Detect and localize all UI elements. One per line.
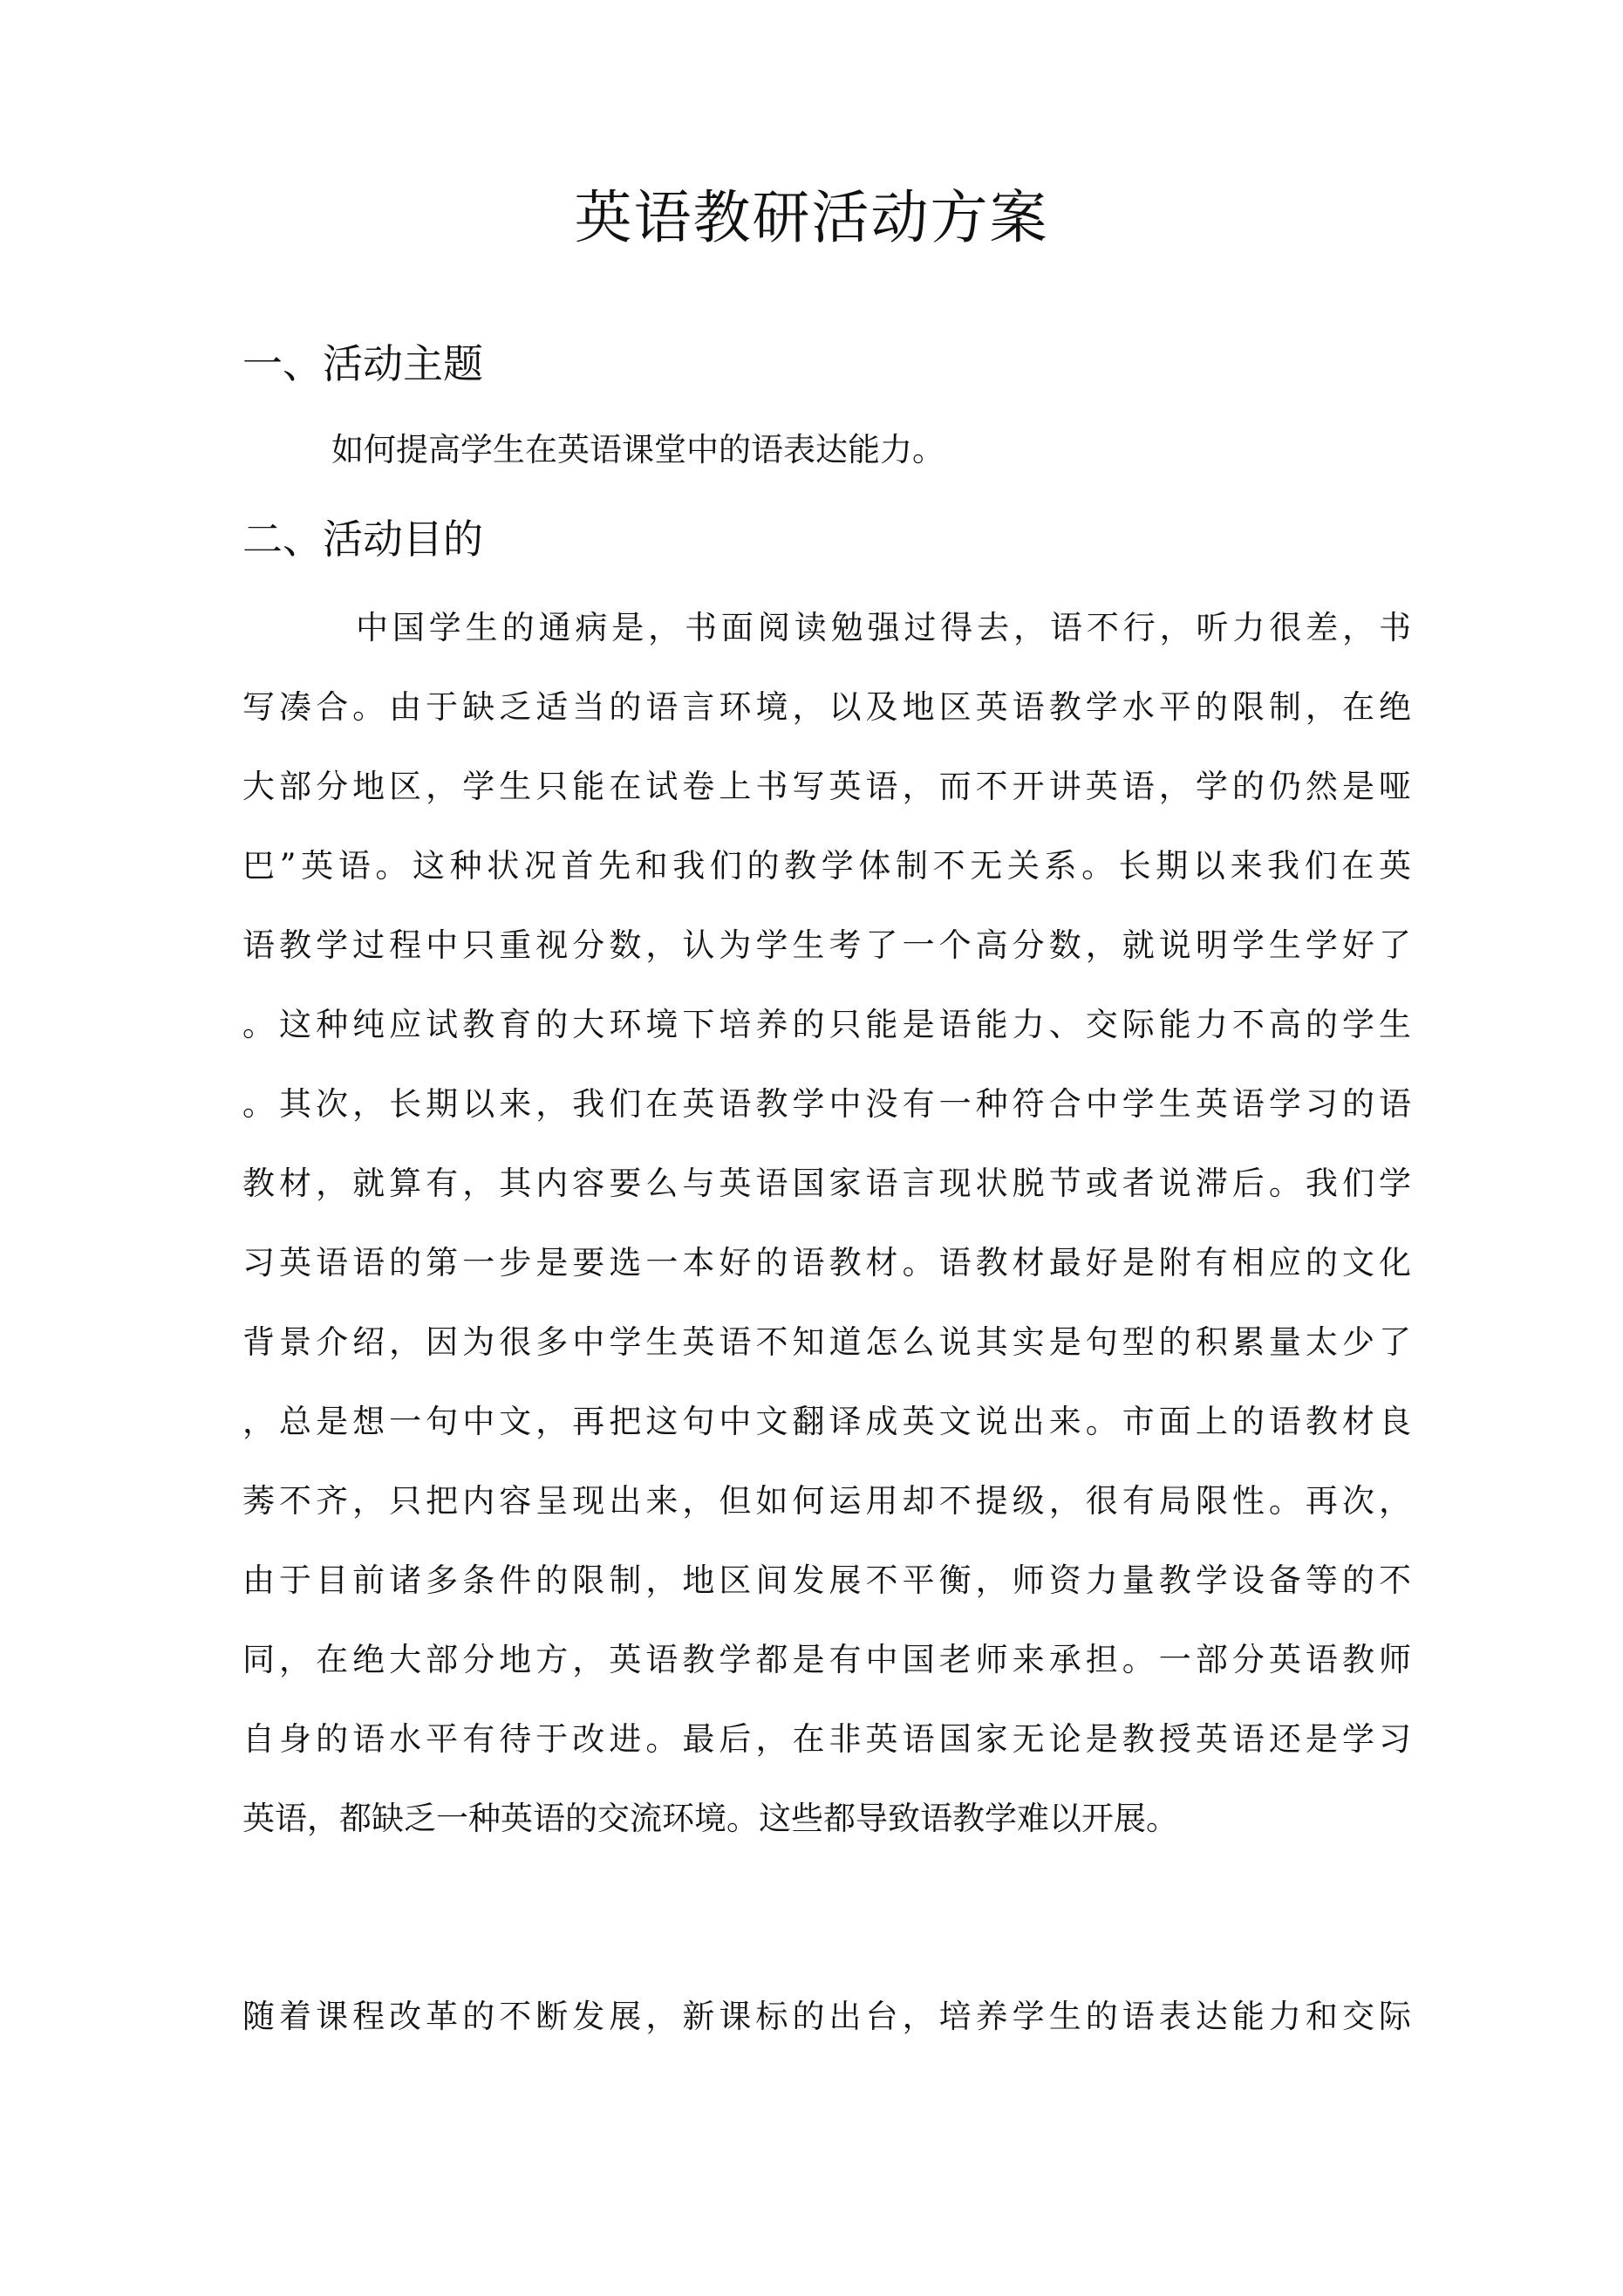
paragraph-line: 语教学过程中只重视分数，认为学生考了一个高分数，就说明学生学好了 xyxy=(242,926,1411,964)
paragraph-line: 巴”英语。这种状况首先和我们的教学体制不无关系。长期以来我们在英 xyxy=(242,847,1411,885)
paragraph-line: 同，在绝大部分地方，英语教学都是有中国老师来承担。一部分英语教师 xyxy=(242,1641,1411,1678)
paragraph-line: 英语，都缺乏一种英语的交流环境。这些都导致语教学难以开展。 xyxy=(242,1800,1178,1837)
paragraph-line: ，总是想一句中文，再把这句中文翻译成英文说出来。市面上的语教材良 xyxy=(242,1403,1411,1440)
paragraph-line: 莠不齐，只把内容呈现出来，但如何运用却不提级，很有局限性。再次， xyxy=(242,1482,1411,1520)
paragraph-line: 写凑合。由于缺乏适当的语言环境，以及地区英语教学水平的限制，在绝 xyxy=(242,688,1411,726)
theme-text: 如何提高学生在英语课堂中的语表达能力。 xyxy=(331,431,944,468)
paragraph-line: 由于目前诸多条件的限制，地区间发展不平衡，师资力量教学设备等的不 xyxy=(242,1561,1411,1599)
paragraph-line: 。其次，长期以来，我们在英语教学中没有一种符合中学生英语学习的语 xyxy=(242,1085,1411,1123)
purpose-paragraph xyxy=(242,588,1411,1858)
paragraph-line: 大部分地区，学生只能在试卷上书写英语，而不开讲英语，学的仍然是哑 xyxy=(242,768,1411,805)
document-title: 英语教研活动方案 xyxy=(574,184,1049,251)
paragraph-line: 教材，就算有，其内容要么与英语国家语言现状脱节或者说滞后。我们学 xyxy=(242,1165,1411,1202)
paragraph-line: 背景介绍，因为很多中学生英语不知道怎么说其实是句型的积累量太少了 xyxy=(242,1323,1411,1361)
section-heading-theme: 一、活动主题 xyxy=(242,340,483,387)
paragraph-line: 中国学生的通病是，书面阅读勉强过得去，语不行，听力很差，书 xyxy=(356,609,1411,646)
purpose-paragraph-2 xyxy=(242,1977,1411,2056)
paragraph-line: 自身的语水平有待于改进。最后，在非英语国家无论是教授英语还是学习 xyxy=(242,1720,1411,1758)
paragraph-line: 。这种纯应试教育的大环境下培养的只能是语能力、交际能力不高的学生 xyxy=(242,1006,1411,1043)
paragraph-line: 随着课程改革的不断发展，新课标的出台，培养学生的语表达能力和交际 xyxy=(242,1998,1411,2035)
section-heading-purpose: 二、活动目的 xyxy=(242,516,483,563)
paragraph-line: 习英语语的第一步是要选一本好的语教材。语教材最好是附有相应的文化 xyxy=(242,1244,1411,1281)
